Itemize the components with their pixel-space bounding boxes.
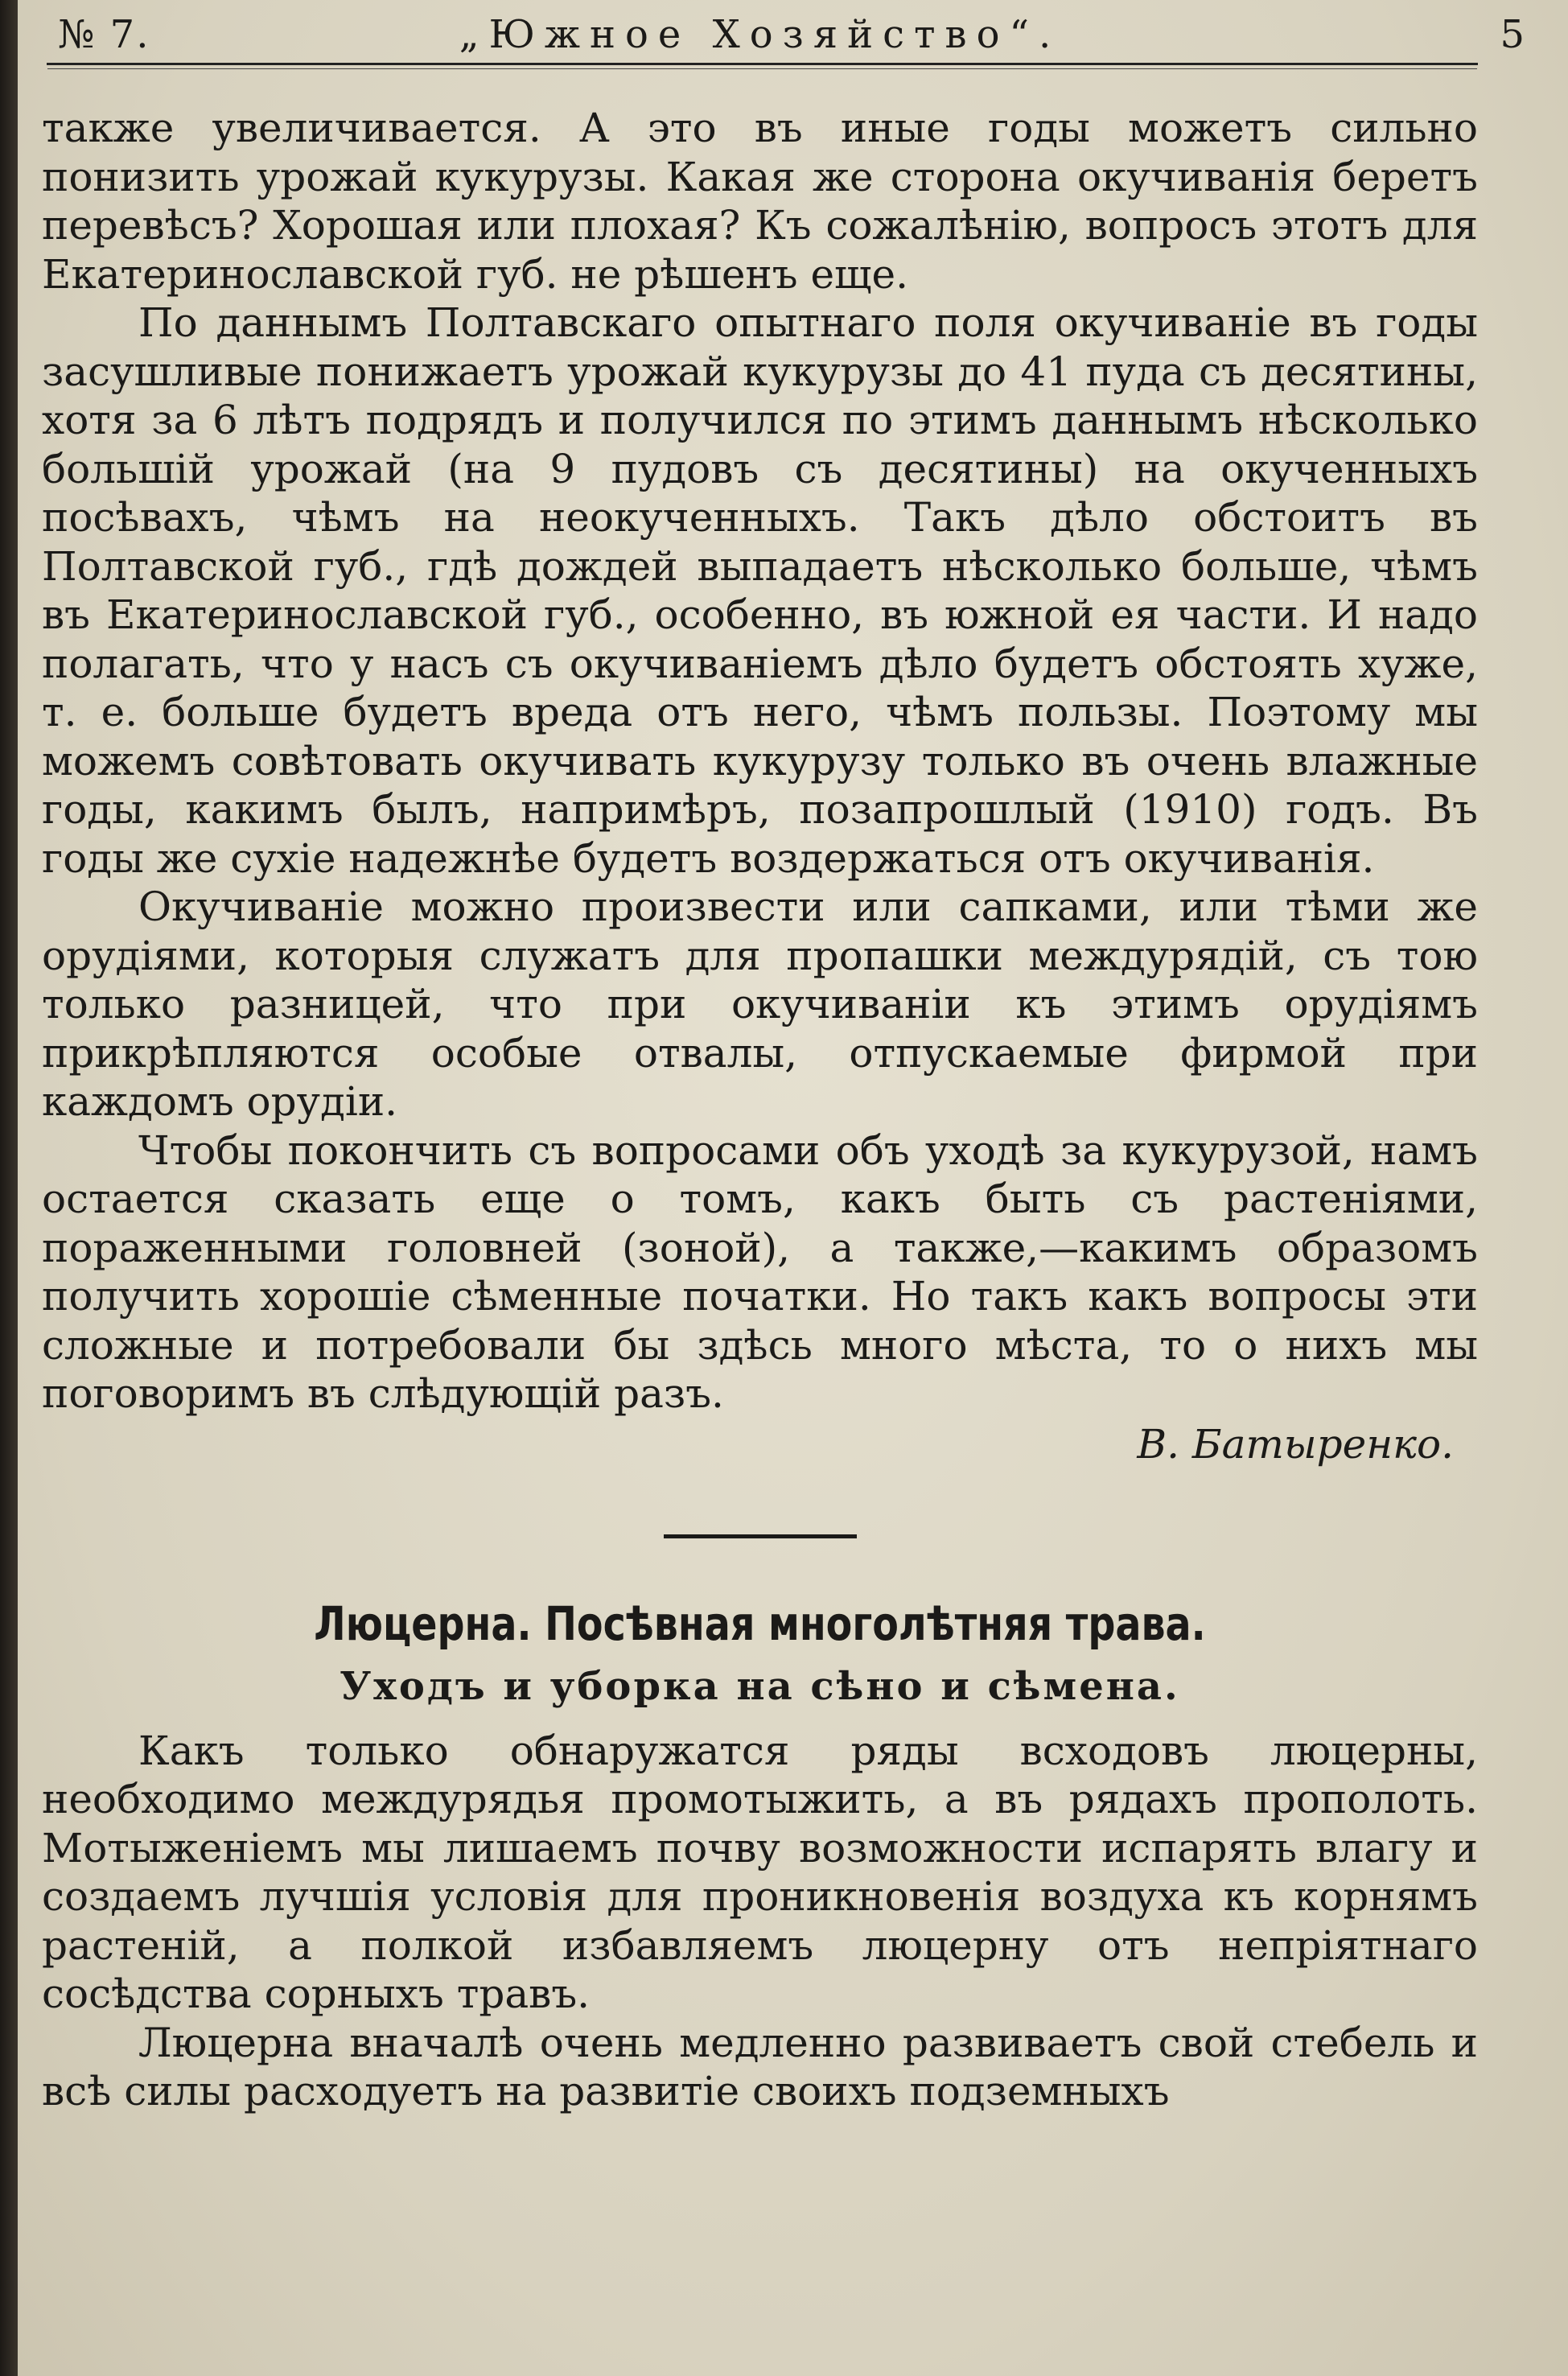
running-head: [42, 10, 1526, 60]
article-body-part1: [42, 104, 1478, 1419]
paragraph: Какъ только обнаружатся ряды всходовъ люцерны, необходимо междурядья промотыжить, а въ рядахъ прополоть. Мотыженіемъ мы лишаемъ почву возможности испарять влагу и создаемъ лучшія условія для проникновенія воздуха къ корнямъ растеній, а полкой избавляемъ люцерну отъ непріятнаго сосѣдства сорныхъ травъ.: [42, 1727, 1478, 2017]
paragraph: По даннымъ Полтавскаго опытнаго поля окучиваніе въ годы засушливые понижаетъ урожай кукурузы до 41 пуда съ десятины, хотя за 6 лѣтъ подрядъ и получился по этимъ даннымъ нѣсколько большій урожай (на 9 пудовъ съ десятины) на окученныхъ посѣвахъ, чѣмъ на неокученныхъ. Такъ дѣло обстоитъ въ Полтавской губ., гдѣ дождей выпадаетъ нѣсколько больше, чѣмъ въ Екатеринославской губ., особенно, въ южной ея части. И надо полагать, что у насъ съ окучиваніемъ дѣло будетъ обстоять хуже, т. е. больше будетъ вреда отъ него, чѣмъ пользы. Поэтому мы можемъ совѣтовать окучивать кукурузу только въ очень влажные годы, какимъ былъ, напримѣръ, позапрошлый (1910) годъ. Въ годы же сухіе надежнѣе будетъ воздержаться отъ окучиванія.: [42, 299, 1478, 882]
journal-page: [18, 0, 1568, 2376]
paragraph: Люцерна вначалѣ очень медленно развиваетъ свой стебель и всѣ силы расходуетъ на развитіе своихъ подземныхъ: [42, 2019, 1478, 2115]
article-body-part2: [42, 1727, 1478, 2116]
paragraph: также увеличивается. А это въ иные годы можетъ сильно понизить урожай кукурузы. Какая же сторона окучиванія беретъ перевѣсъ? Хорошая или плохая? Къ сожалѣнію, вопросъ этотъ для Екатеринославской губ. не рѣшенъ еще.: [42, 105, 1478, 298]
header-rule: [47, 63, 1478, 65]
section-title: Люцерна. Посѣвная многолѣтняя трава.: [314, 1596, 1206, 1651]
issue-number: № 7.: [58, 12, 150, 57]
author-signature: В. Батыренко.: [1137, 1420, 1454, 1468]
section-divider: [664, 1534, 857, 1538]
journal-title: „Южное Хозяйство“.: [459, 12, 1061, 57]
paragraph: Чтобы покончить съ вопросами объ уходѣ за кукурузой, намъ остается сказать еще о томъ, какъ быть съ растеніями, пораженными головней (зоной), а также,—какимъ образомъ получить хорошіе сѣменные початки. Но такъ какъ вопросы эти сложные и потребовали бы здѣсь много мѣста, то о нихъ мы поговоримъ въ слѣдующій разъ.: [42, 1126, 1478, 1417]
paragraph: Окучиваніе можно произвести или сапками, или тѣми же орудіями, которыя служатъ для пропашки междурядій, съ тою только разницей, что при окучиваніи къ этимъ орудіямъ прикрѣпляются особые отвалы, отпускаемые фирмой при каждомъ орудіи.: [42, 883, 1478, 1125]
section-subtitle: Уходъ и уборка на сѣно и сѣмена.: [340, 1663, 1180, 1709]
page-left-edge: [0, 0, 18, 2376]
page-number: 5: [1500, 12, 1526, 57]
